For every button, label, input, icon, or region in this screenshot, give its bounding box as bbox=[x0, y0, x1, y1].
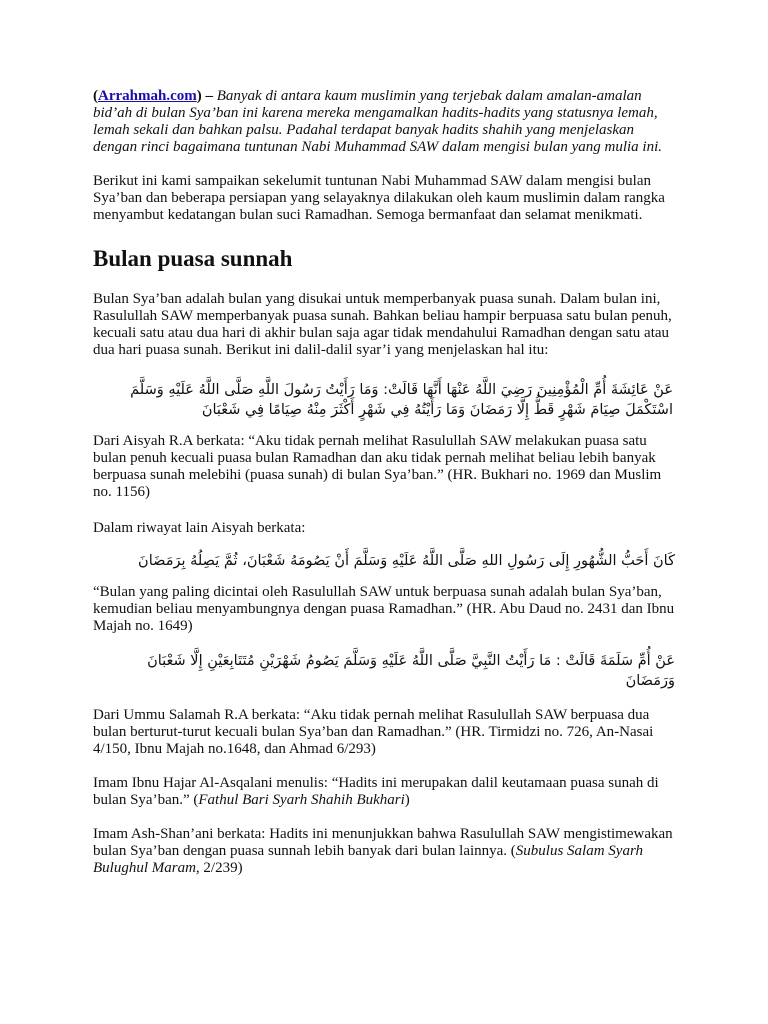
intro-text: Banyak di antara kaum muslimin yang terjebak dalam amalan-amalan bid’ah di bulan Sya’ban ini karena mereka mengamalkan hadits-hadits yang statusnya lemah, lemah sekali dan bahkan palsu. Padahal terdapat banyak hadits shahih yang menjelaskan dengan rinci bagaimana tuntunan Nabi Muhammad SAW dalam mengisi bulan yang mulia ini. bbox=[93, 88, 662, 155]
intro-paragraph bbox=[93, 88, 675, 156]
intro-separator: ) – bbox=[196, 88, 217, 104]
quote-shanani-source: Subulus Salam Syarh Bulughul Maram bbox=[93, 843, 644, 876]
quote-hajar-close: ) bbox=[404, 792, 410, 808]
arabic-hadith-ummu-salamah: عَنْ أُمِّ سَلَمَةَ قَالَتْ : مَا رَأَيْتُ النَّبِيَّ صَلَّى اللَّهُ عَلَيْهِ وَسَلَّمَ يَصُومُ شَهْرَيْنِ مُتَتَابِعَيْنِ إِلَّا شَعْبَانَ وَرَمَضَانَ bbox=[147, 653, 675, 689]
quote-shanani-close: , 2/239) bbox=[195, 860, 243, 876]
translation-ummu-salamah: Dari Ummu Salamah R.A berkata: “Aku tidak pernah melihat Rasulullah SAW berpuasa dua bulan berturut-turut kecuali bulan Sya’ban dan Ramadhan.” (HR. Tirmidzi no. 726, An-Nasai 4/150, Ibnu Majah no.1648, dan Ahmad 6/293) bbox=[93, 707, 654, 757]
arabic-hadith-aisyah-2: كَانَ أَحَبُّ الشُّهُورِ إِلَى رَسُولِ اللهِ صَلَّى اللَّهُ عَلَيْهِ وَسَلَّمَ أَنْ يَصُومَهُ شَعْبَانَ، ثُمَّ يَصِلُهُ بِرَمَضَانَ bbox=[138, 553, 675, 569]
translation-abu-daud: “Bulan yang paling dicintai oleh Rasulullah SAW untuk berpuasa sunah adalah bulan Sya’ban, kemudian beliau menyambungnya dengan puasa Ramadhan.” (HR. Abu Daud no. 2431 dan Ibnu Majah no. 1649) bbox=[93, 584, 675, 634]
intro-open-paren: ( bbox=[93, 88, 98, 104]
section-heading: Bulan puasa sunnah bbox=[93, 246, 293, 271]
quote-ash-shanani bbox=[93, 826, 675, 877]
riwayat-intro: Dalam riwayat lain Aisyah berkata: bbox=[93, 520, 306, 536]
quote-shanani-text: Imam Ash-Shan’ani berkata: Hadits ini menunjukkan bahwa Rasulullah SAW mengistimewakan bulan Sya’ban dengan puasa sunnah lebih banyak dari bulan lainnya. ( bbox=[93, 826, 673, 859]
paragraph-bulan-syaban: Bulan Sya’ban adalah bulan yang disukai untuk memperbanyak puasa sunah. Dalam bulan ini, Rasulullah SAW memperbanyak puasa sunah. Bahkan beliau hampir berpuasa satu bulan penuh, kecuali satu atau dua hari di akhir bulan saja agar tidak mendahului Ramadhan dengan satu atau dua hari puasa sunah. Berikut ini dalil-dalil syar’i yang menjelaskan hal itu: bbox=[93, 291, 672, 358]
paragraph-preface: Berikut ini kami sampaikan sekelumit tuntunan Nabi Muhammad SAW dalam mengisi bulan Sya’ban dan beberapa persiapan yang selayaknya dilakukan oleh kaum muslimin dalam rangka menyambut kedatangan bulan suci Ramadhan. Semoga bermanfaat dan selamat menikmati. bbox=[93, 173, 665, 223]
arabic-hadith-aisyah: عَنْ عَائِشَةَ أُمِّ الْمُؤْمِنِينَ رَضِيَ اللَّهُ عَنْهَا أَنَّهَا قَالَتْ: وَمَا رَأَيْتُ رَسُولَ اللَّهِ صَلَّى اللَّهُ عَلَيْهِ وَسَلَّمَ اسْتَكْمَلَ صِيَامَ شَهْرٍ قَطُّ إِلَّا رَمَضَانَ وَمَا رَأَيْتُهُ فِي شَهْرٍ أَكْثَرَ مِنْهُ صِيَامًا فِي شَعْبَانَ bbox=[130, 382, 673, 418]
quote-hajar-text: Imam Ibnu Hajar Al-Asqalani menulis: “Hadits ini merupakan dalil keutamaan puasa sunah di bulan Sya’ban.” ( bbox=[93, 775, 659, 808]
source-link[interactable]: Arrahmah.com bbox=[98, 88, 197, 104]
translation-aisyah: Dari Aisyah R.A berkata: “Aku tidak pernah melihat Rasulullah SAW melakukan puasa satu bulan penuh kecuali puasa bulan Ramadhan dan aku tidak pernah melihat beliau lebih banyak berpuasa sunah melebihi (puasa sunah) di bulan Sya’ban.” (HR. Bukhari no. 1969 dan Muslim no. 1156) bbox=[93, 433, 662, 500]
quote-ibnu-hajar bbox=[93, 775, 675, 809]
quote-hajar-source: Fathul Bari Syarh Shahih Bukhari bbox=[198, 792, 405, 808]
